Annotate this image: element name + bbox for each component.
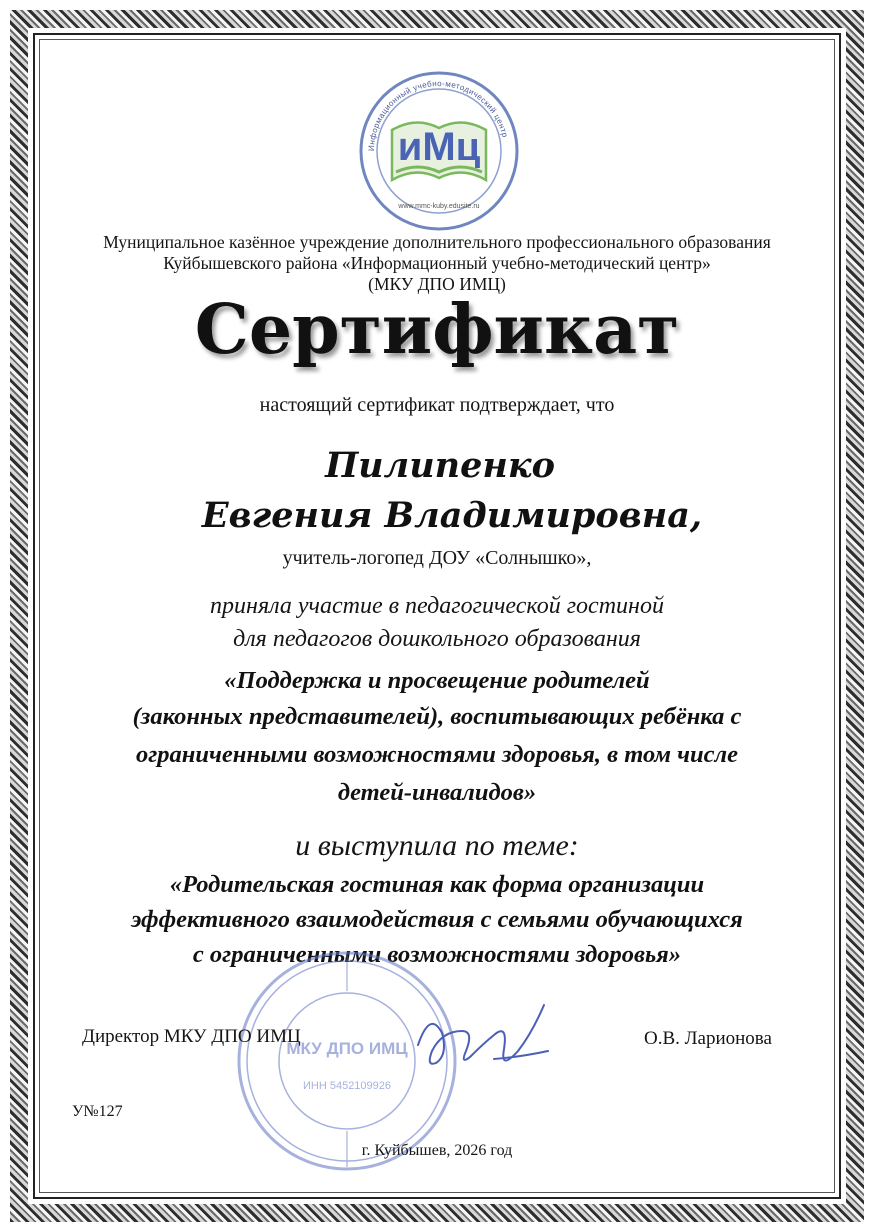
event-title-line4: детей-инвалидов» <box>337 779 537 806</box>
confirmation-text: настоящий сертификат подтверждает, что <box>259 394 615 416</box>
logo-ring-text: Информационный учебно-методический центр <box>366 78 510 152</box>
logo-url: www.mmc-kuby.edusite.ru <box>398 203 480 210</box>
director-label: Директор МКУ ДПО ИМЦ <box>82 1026 301 1047</box>
director-signature <box>408 985 558 1085</box>
signer-name: О.В. Ларионова <box>644 1028 772 1049</box>
recipient-surname: Пилипенко <box>325 445 555 486</box>
participation-line2: для педагогов дошкольного образования <box>233 626 641 652</box>
city-and-year: г. Куйбышев, 2026 год <box>361 1142 513 1159</box>
stamp-inn: ИНН 5452109926 <box>302 1080 392 1092</box>
organization-name-line1: Муниципальное казённое учреждение дополнительного профессионального образования <box>103 232 771 252</box>
organization-abbreviation: (МКУ ДПО ИМЦ) <box>368 274 506 294</box>
recipient-given-names: Евгения Владимировна, <box>201 495 703 536</box>
speech-topic-line2: эффективного взаимодействия с семьями обучающихся <box>131 906 743 933</box>
speech-topic-line3: с ограниченными возможностями здоровья» <box>192 941 682 968</box>
organization-name-line2: Куйбышевского района «Информационный учебно-методический центр» <box>163 253 711 273</box>
event-title-line1: «Поддержка и просвещение родителей <box>224 667 650 694</box>
certificate-title: Сертификат <box>194 290 680 370</box>
logo-letters: иМц <box>397 125 481 169</box>
certificate-number: У№127 <box>72 1103 123 1120</box>
recipient-position: учитель-логопед ДОУ «Солнышко», <box>282 547 592 569</box>
speech-intro: и выступила по теме: <box>295 829 579 862</box>
event-title-line2: (законных представителей), воспитывающих ребёнка с <box>132 703 742 730</box>
imc-logo <box>356 68 522 234</box>
stamp-center-text: МКУ ДПО ИМЦ <box>286 1039 408 1058</box>
speech-topic-line1: «Родительская гостиная как форма организации <box>169 871 705 898</box>
participation-line1: приняла участие в педагогической гостиной <box>210 593 664 619</box>
event-title-line3: ограниченными возможностями здоровья, в том числе <box>136 741 738 768</box>
